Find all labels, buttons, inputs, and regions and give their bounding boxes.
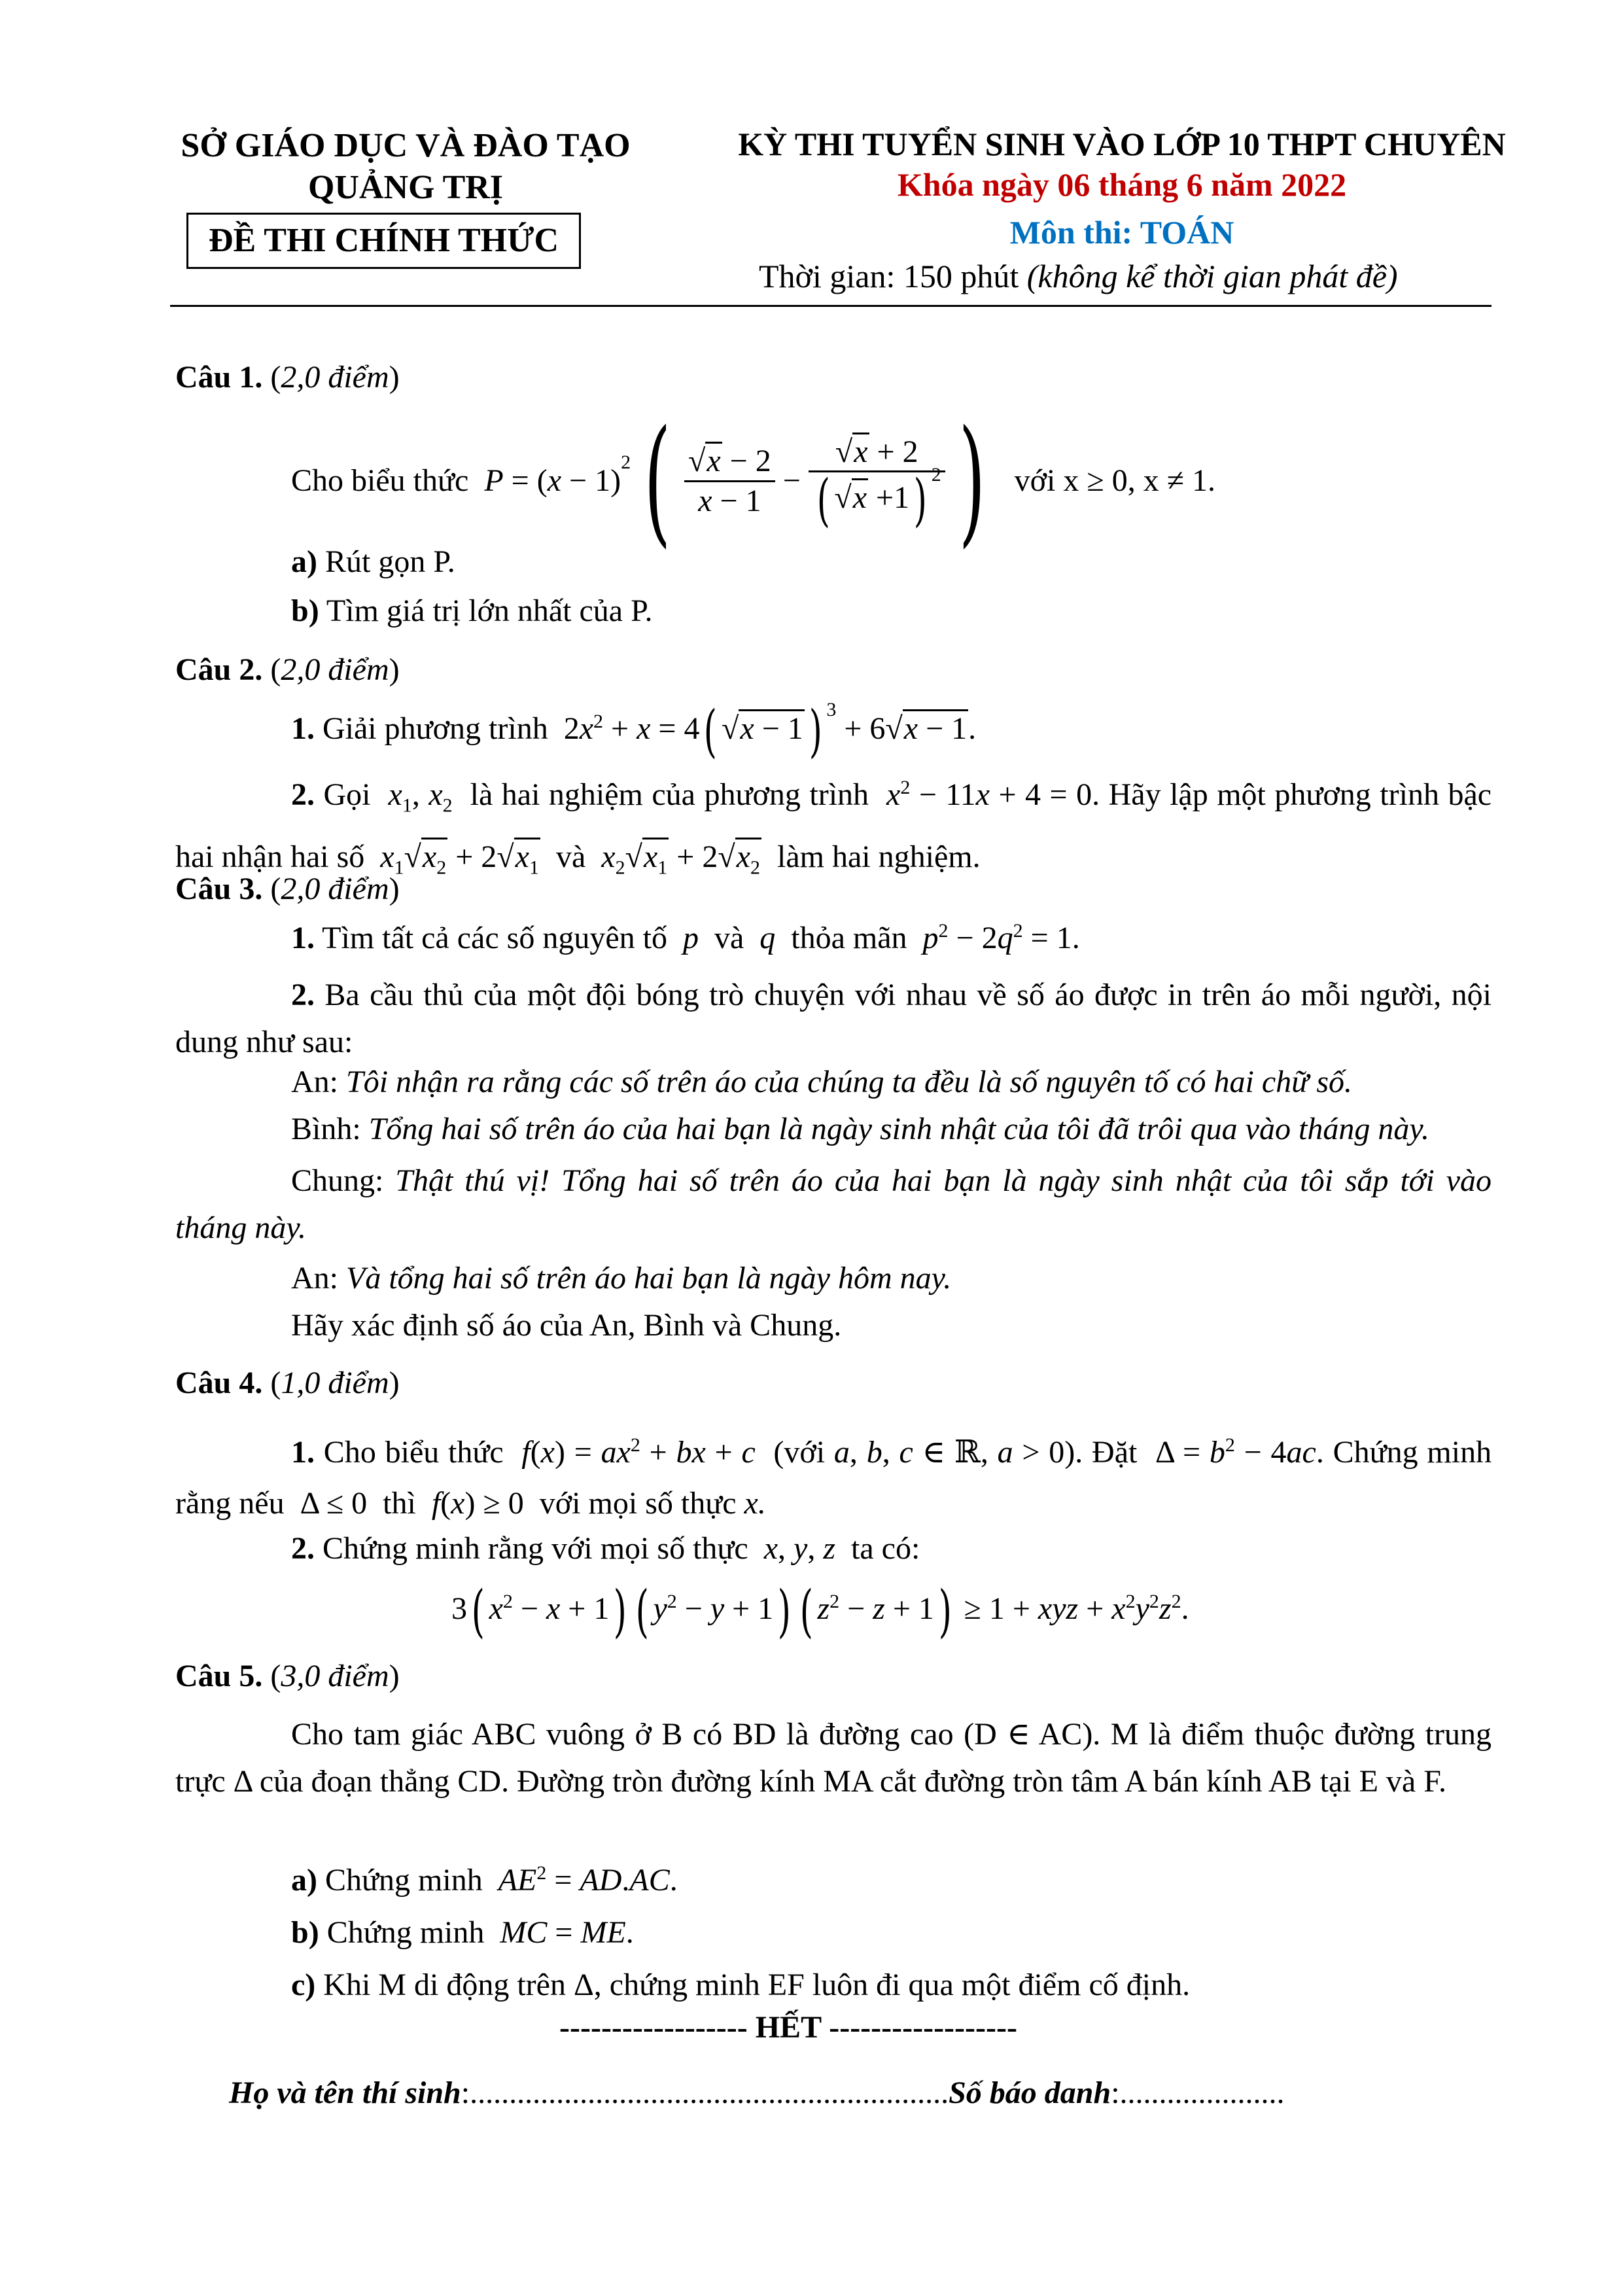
q3-an1-name: An: (291, 1065, 338, 1099)
q3-p2-text: Ba cầu thủ của một đội bóng trò chuyện với nhau về số áo được in trên áo mỗi người, nội dung như sau: (175, 978, 1492, 1059)
q4-p1-text-b: (với (773, 1435, 826, 1470)
q2-points: 2,0 điểm (281, 652, 389, 687)
q3-chung-text: Thật thú vị! Tổng hai số trên áo của hai bạn là ngày sinh nhật của tôi sắp tới vào tháng này. (175, 1163, 1492, 1245)
q2-p2-expr-2: $x_2√x_1 + 2√x_2$ (601, 839, 761, 874)
q5-part-c (291, 1966, 1190, 2004)
q1-title: Câu 1. (175, 360, 263, 395)
q4-p1-text-c: ). Đặt (1064, 1435, 1138, 1470)
q3-part-1 (291, 919, 1080, 957)
q4-p1-domain: a, b, c ∈ ℝ, a > 0 (833, 1435, 1065, 1470)
q2-p1-equation: $2x^2 + x = 4$( √x − 1 ) $^3$ + 6√x − 1. (563, 699, 977, 764)
q5-title: Câu 5. (175, 1659, 263, 1693)
q4-title: Câu 4. (175, 1366, 263, 1400)
q3-points: 2,0 điểm (281, 872, 389, 906)
q4-p1-var-x: x. (744, 1486, 766, 1521)
candidate-id-dots: :..................... (1111, 2075, 1285, 2110)
q3-var-p: p (682, 921, 699, 955)
q2-p2-text-a: Gọi (323, 777, 371, 812)
q4-p2-label: 2. (291, 1531, 315, 1566)
department-name (164, 126, 648, 209)
q3-binh-name: Bình: (291, 1112, 361, 1146)
candidate-name-label: Họ và tên thí sinh (229, 2075, 461, 2110)
q4-p1-line2-b: thì (383, 1486, 416, 1521)
q1-b-label: b) (291, 593, 319, 628)
q1-condition: với x ≥ 0, x ≠ 1. (1014, 463, 1216, 499)
q4-part-1 (175, 1420, 1492, 1529)
q3-p1-label: 1. (291, 921, 315, 955)
q5-points: 3,0 điểm (281, 1659, 389, 1693)
exam-title: KỲ THI TUYỂN SINH VÀO LỚP 10 THPT CHUYÊN (738, 126, 1506, 162)
q3-an2-name: An: (291, 1261, 338, 1296)
q5-part-b (291, 1914, 634, 1952)
q2-p1-text: Giải phương trình (323, 711, 548, 747)
q2-p2-text-c: Hãy lập một phương (1108, 777, 1371, 812)
q3-part-2 (175, 972, 1492, 1066)
q1-points: 2,0 điểm (281, 360, 389, 395)
q5-b-text: Chứng minh (326, 1915, 485, 1950)
exam-time-note: (không kể thời gian phát đề) (1026, 258, 1398, 294)
q3-binh-text: Tổng hai số trên áo của hai bạn là ngày sinh nhật của tôi đã trôi qua vào tháng này. (368, 1112, 1429, 1146)
q2-title: Câu 2. (175, 652, 263, 687)
candidate-info-line (229, 2074, 1285, 2112)
q1-a-text: Rút gọn P. (324, 544, 455, 579)
q2-p2-line2-a: trình bậc hai nhận hai số (175, 777, 1492, 874)
q3-an1-text: Tôi nhận ra rằng các số trên áo của chúng ta đều là số nguyên tố có hai chữ số. (346, 1065, 1353, 1099)
exam-session: Khóa ngày 06 tháng 6 năm 2022 (897, 166, 1347, 203)
q3-chung-name: Chung: (291, 1163, 384, 1198)
q3-var-q: q (759, 921, 776, 955)
q3-an2-text: Và tổng hai số trên áo hai bạn là ngày hôm nay. (346, 1261, 952, 1296)
q3-p2-label: 2. (291, 978, 315, 1012)
q4-heading: Câu 4. (1,0 điểm) (175, 1366, 400, 1400)
q2-part-1 (291, 699, 977, 764)
candidate-name-dots: :............................................................. (461, 2075, 949, 2110)
q2-p2-equation: $x^2 - 11x + 4 = 0$. (886, 777, 1100, 812)
q1-part-b (291, 592, 652, 630)
q5-b-label: b) (291, 1915, 319, 1950)
exam-subject: Môn thi: TOÁN (1009, 214, 1234, 251)
q3-chung-line (175, 1157, 1492, 1252)
official-exam-label: ĐỀ THI CHÍNH THỨC (208, 222, 559, 259)
exam-time-plain: Thời gian: 150 phút (759, 258, 1019, 294)
q3-an-line (291, 1063, 1352, 1101)
q4-p2-text: Chứng minh rằng với mọi số thực (323, 1531, 748, 1566)
q3-binh-line (291, 1110, 1429, 1148)
q4-p2-end: ta có: (851, 1531, 920, 1566)
q4-p1-delta: $\Delta = b^2 - 4ac$. (1155, 1434, 1324, 1470)
q4-points: 1,0 điểm (281, 1366, 389, 1400)
q4-p1-text-a: Cho biểu thức (323, 1435, 504, 1470)
q3-p1-text: Tìm tất cả các số nguyên tố (322, 921, 667, 955)
q3-p1-and: và (714, 921, 744, 955)
q4-p1-function: $f(x) = ax^2$ + bx + c (521, 1434, 756, 1470)
q4-p2-inequality: 3( $x^2 - x + 1$) ( $y^2 - y + 1$) ( $z^2 - z + 1) \ge 1$ + xyz + $x^2y^2z^2$. (451, 1579, 1189, 1644)
q4-part-2 (291, 1530, 920, 1568)
q5-a-equation: $AE^2 = AD.AC$. (498, 1862, 678, 1898)
end-marker: ------------------ HẾT ------------------ (559, 2010, 1017, 2045)
q5-b-equation: MC = ME. (500, 1915, 634, 1950)
q5-text: Cho tam giác ABC vuông ở B có BD là đường cao (D ∈ AC). M là điểm thuộc đường trung trực Δ của đoạn thẳng CD. Đường tròn đường kính MA cắt đường tròn tâm A bán kính AB tại E và F. (175, 1717, 1492, 1799)
q2-p2-label: 2. (291, 777, 315, 812)
q5-a-label: a) (291, 1863, 317, 1898)
q5-c-text: Khi M di động trên Δ, chứng minh EF luôn đi qua một điểm cố định. (323, 1968, 1191, 2002)
official-exam-box (186, 213, 581, 269)
exam-time (759, 256, 1398, 296)
q3-title: Câu 3. (175, 872, 263, 906)
q2-p2-line2-end: làm hai nghiệm. (777, 839, 981, 874)
q5-part-a (291, 1862, 678, 1899)
q2-p2-expr-1: $x_1√x_2 + 2√x_1$ (380, 839, 540, 874)
q4-p1-claim: f(x) ≥ 0 (431, 1486, 524, 1521)
q2-p2-roots: $x_1$, $x_2$ (388, 777, 453, 817)
q5-c-label: c) (291, 1968, 316, 2002)
header-divider (170, 305, 1492, 307)
department-line-2: QUẢNG TRỊ (307, 169, 504, 207)
q2-p2-text-b: là hai nghiệm của phương trình (470, 777, 869, 812)
q4-p1-label: 1. (291, 1435, 315, 1470)
q5-heading: Câu 5. (3,0 điểm) (175, 1659, 400, 1693)
q2-p1-label: 1. (291, 711, 315, 747)
q1-heading: Câu 1. (2,0 điểm) (175, 360, 400, 395)
q4-p1-line2-c: với mọi số thực (539, 1486, 737, 1521)
q3-p1-equation: $p^2 - 2q^2 = 1$. (922, 920, 1080, 955)
candidate-id-label: Số báo danh (949, 2075, 1111, 2110)
q1-b-text: Tìm giá trị lớn nhất của P. (326, 593, 653, 628)
q1-part-a (291, 543, 455, 581)
q3-an2-line (291, 1260, 951, 1298)
q1-expression-line (291, 399, 1215, 563)
q1-formula: P = ( x − 1) $^2$ ( $\frac{√x - 2}{x - 1}$ − $\frac{√x + 2}{( √x +1) ^2}$ ) (484, 400, 986, 561)
q3-p1-satisfy: thỏa mãn (791, 921, 907, 955)
q4-p1-cond: Δ ≤ 0 (300, 1486, 368, 1521)
q1-intro: Cho biểu thức (291, 463, 469, 499)
q1-a-label: a) (291, 544, 317, 579)
q2-p2-and: và (555, 839, 586, 874)
q4-p2-vars: x, y, z (763, 1531, 836, 1566)
q5-a-text: Chứng minh (324, 1863, 483, 1898)
q4-p1-line2-a: Chứng minh rằng nếu (175, 1435, 1492, 1521)
q3-heading: Câu 3. (2,0 điểm) (175, 872, 400, 906)
department-line-1: SỞ GIÁO DỤC VÀ ĐÀO TẠO (181, 127, 631, 164)
q2-heading: Câu 2. (2,0 điểm) (175, 652, 400, 687)
q3-final: Hãy xác định số áo của An, Bình và Chung. (291, 1308, 842, 1343)
